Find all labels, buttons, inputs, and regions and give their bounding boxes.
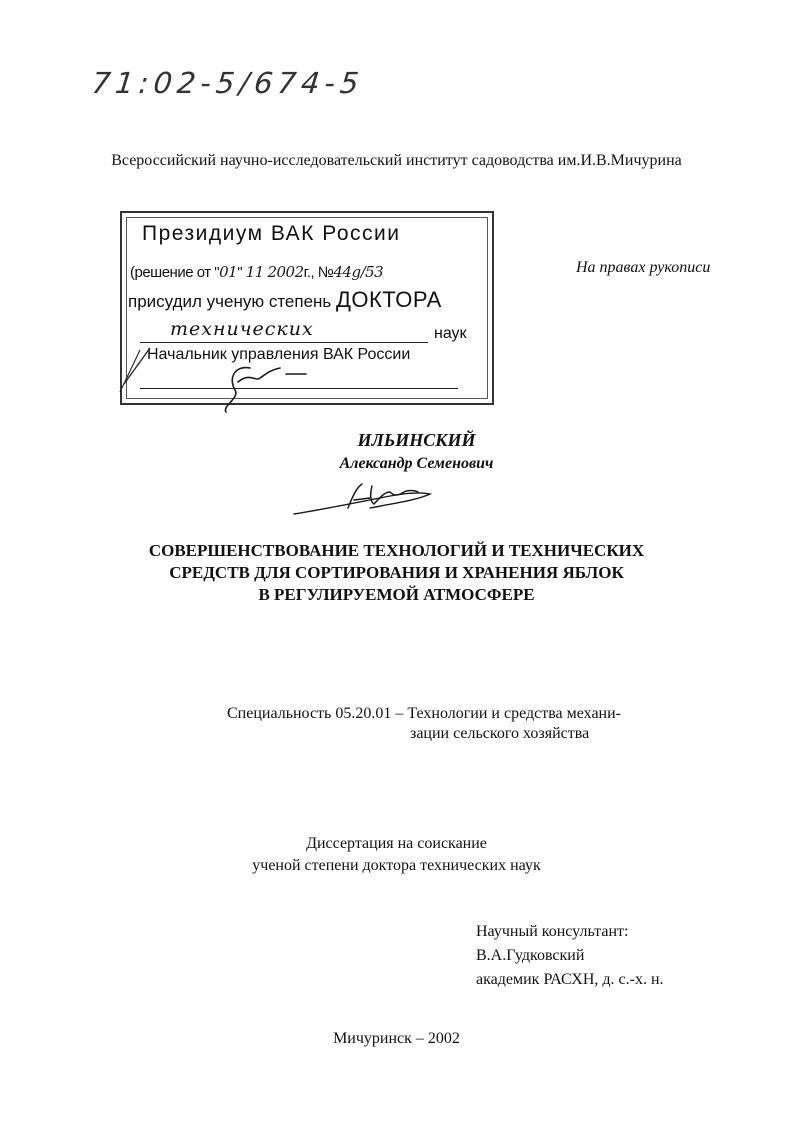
author-signature: [290, 478, 440, 522]
stamp-decision: (решение от "01" 11 2002г., №44g/53: [130, 263, 384, 281]
stamp-decision-day: 01: [219, 263, 238, 281]
dissertation-type: Диссертация на соискание ученой степени доктора технических наук: [252, 835, 541, 874]
specialty-line-2: зации сельского хозяйства: [410, 725, 590, 742]
stamp-decision-year: 2002: [267, 263, 304, 281]
stamp-degree-value: ДОКТОРА: [336, 287, 442, 312]
stamp-field-suffix: наук: [434, 325, 467, 342]
consultant-name: В.А.Гудковский: [476, 947, 585, 964]
author-name: Александр Семенович: [339, 455, 494, 472]
stamp-chief: Начальник управления ВАК России: [147, 346, 411, 363]
title-line: СРЕДСТВ ДЛЯ СОРТИРОВАНИЯ И ХРАНЕНИЯ ЯБЛОК: [169, 563, 624, 582]
institute-name: Всероссийский научно-исследовательский институт садоводства им.И.В.Мичурина: [111, 152, 682, 169]
stamp-decision-number: 44g/53: [333, 263, 384, 281]
title-line: СОВЕРШЕНСТВОВАНИЕ ТЕХНОЛОГИЙ И ТЕХНИЧЕСКИХ: [148, 541, 645, 560]
author-surname: ИЛЬИНСКИЙ: [357, 430, 476, 450]
city-year: Мичуринск – 2002: [333, 1030, 460, 1047]
consultant-title: академик РАСХН, д. с.-х. н.: [476, 971, 664, 988]
rights-note: На правах рукописи: [576, 259, 711, 276]
stamp-signature: [110, 320, 350, 420]
specialty-line-1: Специальность 05.20.01 – Технологии и средства механи-: [227, 705, 622, 722]
scientific-consultant: [476, 920, 664, 992]
stamp-decision-month: 11: [245, 263, 264, 281]
stamp-title: Президиум ВАК России: [142, 222, 401, 245]
stamp-field-handwritten: технических: [170, 318, 314, 340]
title-line: В РЕГУЛИРУЕМОЙ АТМОСФЕРЕ: [258, 585, 535, 604]
stamp-degree: присудил ученую степень ДОКТОРА: [128, 287, 442, 312]
archive-code: 71:02-5/674-5: [90, 66, 366, 100]
consultant-label: Научный консультант:: [476, 923, 629, 940]
dissertation-title: [0, 540, 793, 606]
